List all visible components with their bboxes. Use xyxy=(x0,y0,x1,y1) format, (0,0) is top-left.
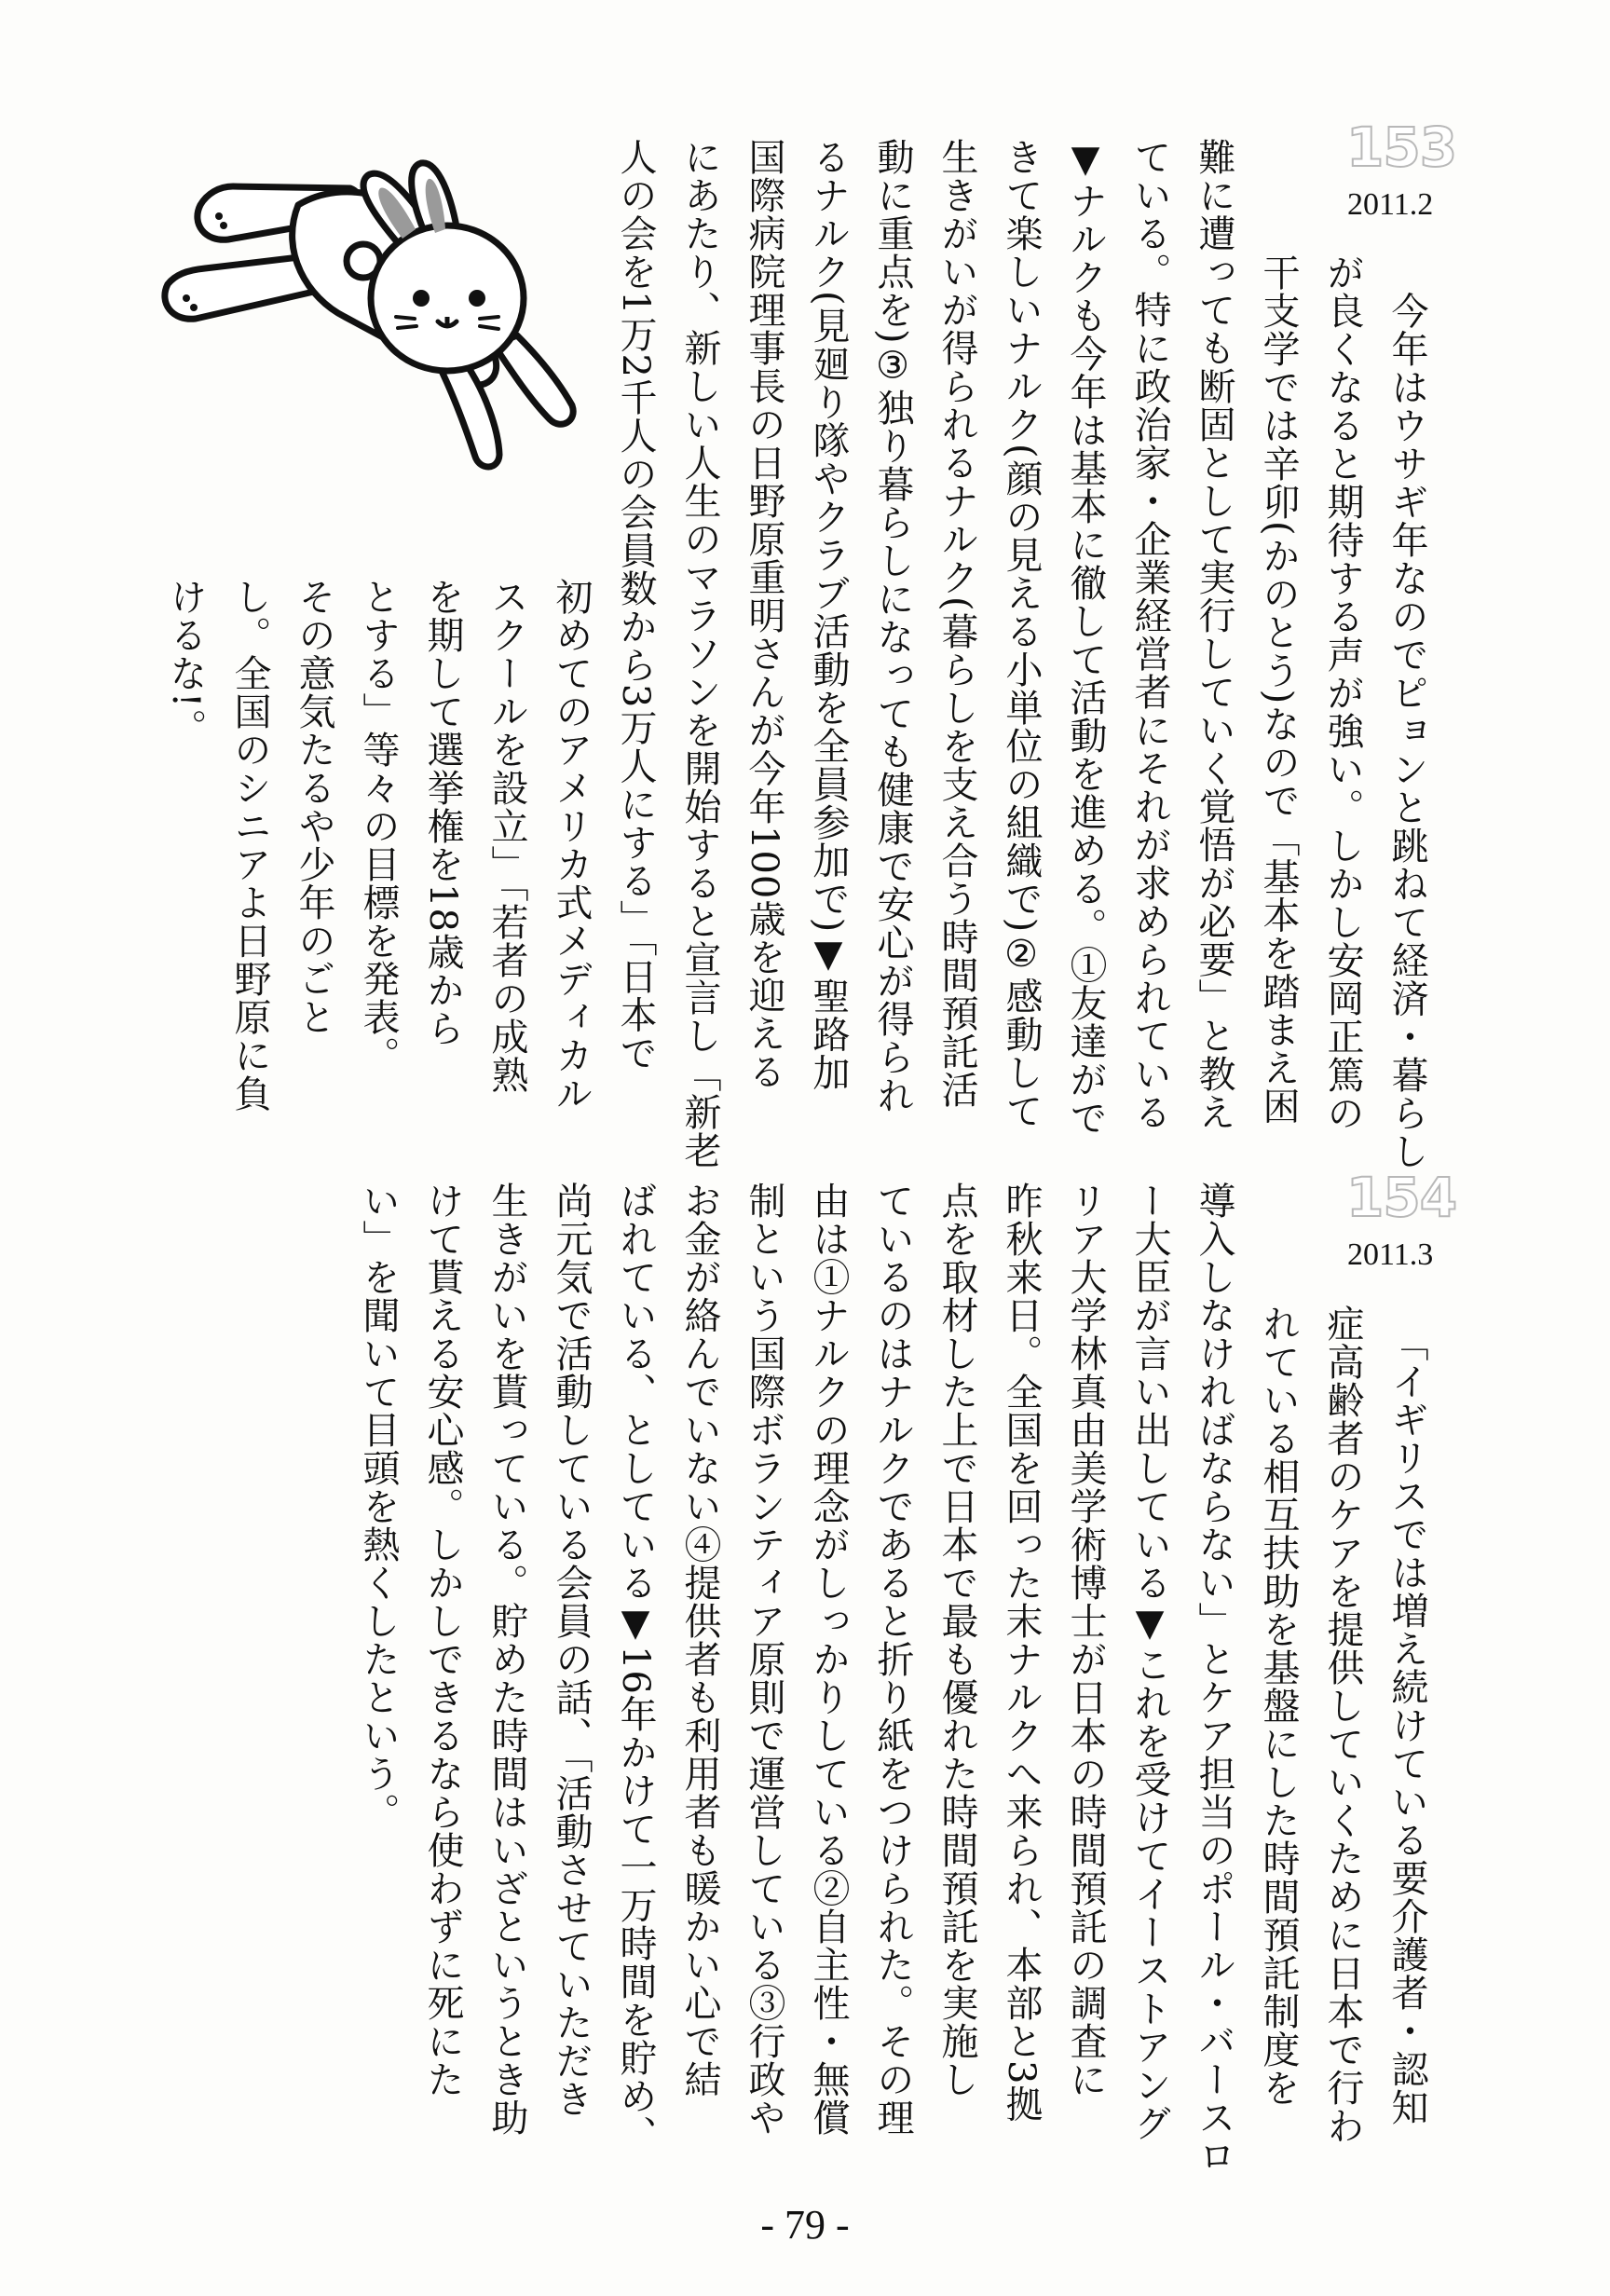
rabbit-illustration xyxy=(130,149,596,559)
text-column: 昨秋来日。全国を回った末ナルクへ来られ、本部と3拠 xyxy=(1000,1182,1043,2124)
text-column: 生きがいが得られるナルク(暮らしを支え合う時間預託活 xyxy=(935,138,978,1109)
text-column: 今年はウサギ年なのでピョンと跳ねて経済・暮らし xyxy=(1385,253,1428,1170)
text-column: 由は①ナルクの理念がしっかりしている②自主性・無償 xyxy=(807,1182,850,2137)
text-column: 「イギリスでは増え続けている要介護者・認知 xyxy=(1385,1305,1428,2126)
text-column: 難に遭っても断固として実行していく覚悟が必要」と教え xyxy=(1193,138,1235,1131)
text-column: きて楽しいナルク(顔の見える小単位の組織で)②感動して xyxy=(1000,138,1043,1130)
text-column: を期して選挙権を18歳から xyxy=(421,578,464,1047)
page-number: - 79 - xyxy=(760,2202,850,2248)
text-column: にあたり、新しい人生のマラソンを開始すると宣言し「新老 xyxy=(678,138,721,1169)
text-column: 尚元気で活動している会員の話、「活動させていただき xyxy=(550,1182,593,2118)
text-column: けるな!。 xyxy=(164,578,207,747)
text-column: 生きがいを貰っている。貯めた時間はいざというとき助 xyxy=(485,1182,528,2137)
text-column: ている。特に政治家・企業経営者にそれが求められている xyxy=(1128,138,1171,1131)
text-column: 症高齢者のケアを提供していくために日本で行わ xyxy=(1321,1305,1364,2145)
text-column: その意気たるや少年のごと xyxy=(293,578,335,1036)
text-column: 初めてのアメリカ式メディカル xyxy=(550,578,593,1113)
text-column: るナルク(見廻り隊やクラブ活動を全員参加で)▼聖路加 xyxy=(807,138,850,1092)
text-column: 干支学では辛卯(かのとう)なので「基本を踏まえ困 xyxy=(1257,253,1300,1126)
text-column: れている相互扶助を基盤にした時間預託制度を xyxy=(1257,1305,1300,2107)
text-column: 国際病院理事長の日野原重明さんが今年100歳を迎える xyxy=(743,138,785,1091)
text-column: 動に重点を)③独り暮らしになっても健康で安心が得られ xyxy=(871,138,914,1114)
text-column: 人の会を1万2千人の会員数から3万人にする」「日本で xyxy=(614,138,657,1073)
text-column: とする」等々の目標を発表。 xyxy=(357,578,400,1074)
entry-number: 153 xyxy=(1346,116,1457,179)
text-column: が良くなると期待する声が強い。しかし安岡正篤の xyxy=(1321,253,1364,1132)
text-column: ばれている、としている▼16年かけて一万時間を貯め、 xyxy=(614,1182,657,2153)
text-column: 点を取材した上で日本で最も優れた時間預託を実施し xyxy=(935,1182,978,2098)
text-column: い」を聞いて目頭を熱くしたという。 xyxy=(357,1182,400,1831)
text-column: お金が絡んでいない④提供者も利用者も暖かい心で結 xyxy=(678,1182,721,2098)
entry-date: 2011.3 xyxy=(1347,1237,1434,1272)
text-column: し。全国のシニアよ日野原に負 xyxy=(228,578,271,1113)
entry-number: 154 xyxy=(1346,1166,1457,1229)
text-column: スクールを設立」「若者の成熟 xyxy=(485,578,528,1094)
text-column: ▼ナルクも今年は基本に徹して活動を進める。①友達がで xyxy=(1064,138,1107,1137)
text-column: ー大臣が言い出している▼これを受けてイーストアング xyxy=(1128,1182,1171,2142)
entry-date: 2011.2 xyxy=(1347,187,1434,222)
text-column: けて貰える安心感。しかしできるなら使わずに死にた xyxy=(421,1182,464,2098)
text-column: ているのはナルクであると折り紙をつけられた。その理 xyxy=(871,1182,914,2137)
text-column: リア大学林真由美学術博士が日本の時間預託の調査に xyxy=(1064,1182,1107,2098)
text-column: 制という国際ボランティア原則で運営している③行政や xyxy=(743,1182,785,2137)
text-column: 導入しなければならない」とケア担当のポール・バースロ xyxy=(1193,1182,1235,2175)
